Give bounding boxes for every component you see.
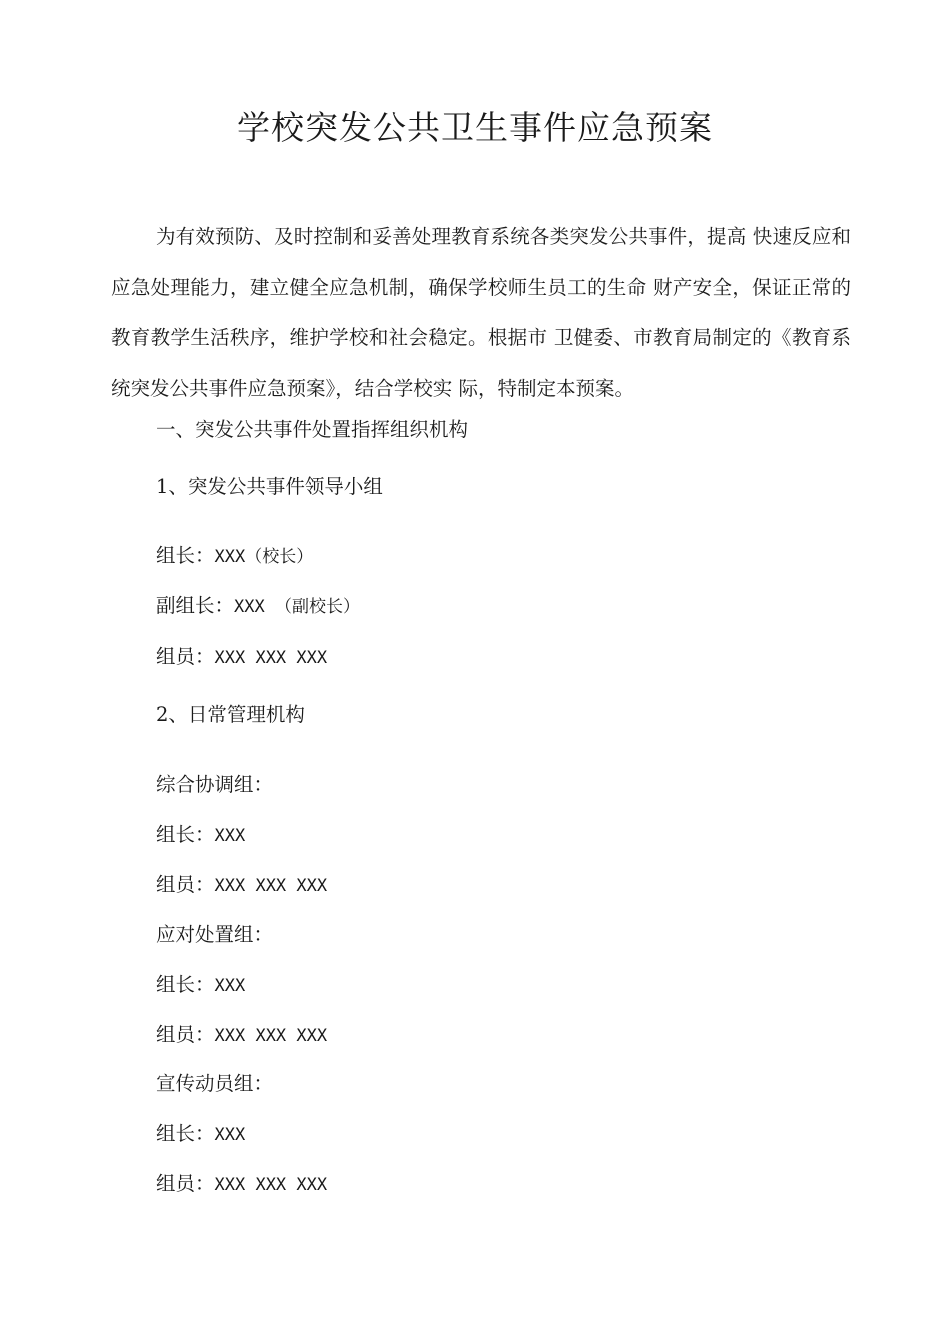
publicity-members-label: 组员：: [156, 1172, 215, 1195]
publicity-members-value: XXX XXX XXX: [214, 1175, 328, 1195]
coordination-leader-line: [156, 820, 245, 851]
deputy-label: 副组长：: [156, 594, 235, 617]
leader-value: XXX（校长）: [214, 547, 314, 567]
coordination-members-line: [156, 870, 327, 901]
publicity-leader-label: 组长：: [156, 1122, 215, 1145]
members-line: [156, 642, 327, 673]
members-value: XXX XXX XXX: [214, 648, 328, 668]
publicity-group-name: 宣传动员组：: [156, 1072, 274, 1095]
leader-label: 组长：: [156, 544, 215, 567]
subsection-heading-leader-group: 1、突发公共事件领导小组: [156, 475, 383, 498]
coordination-group-name: 综合协调组：: [156, 773, 274, 796]
members-label: 组员：: [156, 645, 215, 668]
response-leader-label: 组长：: [156, 973, 215, 996]
response-members-label: 组员：: [156, 1023, 215, 1046]
deputy-value: XXX （副校长）: [234, 597, 360, 617]
publicity-leader-line: [156, 1119, 245, 1150]
response-members-line: [156, 1020, 327, 1051]
intro-paragraph: 为有效预防、及时控制和妥善处理教育系统各类突发公共事件，提高 快速反应和应急处理能力，建立健全应急机制，确保学校师生员工的生命 财产安全，保证正常的教育教学生活秩序，维护学校和社会稳定。根据市 卫健委、市教育局制定的《教育系统突发公共事件应急预案》，结合学校实 际，特制定本预案。: [111, 225, 851, 400]
coordination-leader-value: XXX: [214, 826, 246, 846]
response-leader-value: XXX: [214, 976, 246, 996]
publicity-leader-value: XXX: [214, 1125, 246, 1145]
coordination-members-label: 组员：: [156, 873, 215, 896]
leader-line: [156, 541, 313, 572]
deputy-leader-line: [156, 591, 360, 622]
coordination-members-value: XXX XXX XXX: [214, 876, 328, 896]
section-heading-1: 一、突发公共事件处置指挥组织机构: [156, 418, 469, 441]
document-title: 学校突发公共卫生事件应急预案: [237, 108, 713, 147]
publicity-members-line: [156, 1169, 327, 1200]
response-group-name: 应对处置组：: [156, 923, 274, 946]
response-leader-line: [156, 970, 245, 1001]
response-members-value: XXX XXX XXX: [214, 1026, 328, 1046]
subsection-heading-daily-management: 2、日常管理机构: [156, 703, 305, 726]
coordination-leader-label: 组长：: [156, 823, 215, 846]
